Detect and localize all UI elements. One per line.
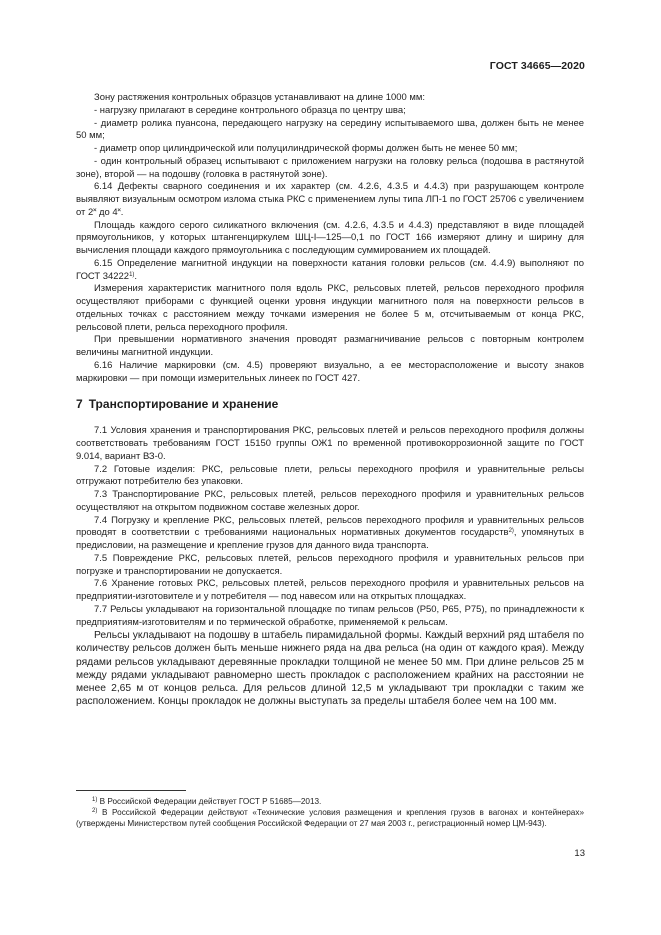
footnote-ref: 2) xyxy=(508,528,514,535)
clause-7-3: 7.3 Транспортирование РКС, рельсовых плетей, рельсов переходного профиля и уравнительных рельсов осуществляют на открытом подвижном составе железных дорог. xyxy=(76,489,584,513)
footnote xyxy=(76,807,584,829)
footnotes xyxy=(76,790,584,829)
list-item: - диаметр опор цилиндрической или полуцилиндрической формы должен быть не менее 50 мм; xyxy=(94,143,518,154)
section-heading xyxy=(76,397,584,412)
footnote-mark: 2) xyxy=(92,808,98,814)
paragraph: Зону растяжения контрольных образцов устанавливают на длине 1000 мм: xyxy=(94,92,426,103)
clause-7-6: 7.6 Хранение готовых РКС, рельсовых плетей, рельсов переходного профиля и уравнительных рельсов на предприятии-изготовителе и у потребителя — под навесом или на открытых площадках. xyxy=(76,578,584,602)
clause-7-1: 7.1 Условия хранения и транспортирования РКС, рельсовых плетей и рельсов переходного профиля должны соответствовать требованиям ГОСТ 15150 группы ОЖ1 по временной противокоррозионной защите по ГОСТ 9.014, вариант ВЗ-0. xyxy=(76,425,584,462)
clause-text: 6.15 Определение магнитной индукции на поверхности катания головки рельсов (см. 4.4.9) выполняют по ГОСТ 34222 xyxy=(76,257,584,282)
clause-6-14: 6.14 Дефекты сварного соединения и их характер (см. 4.2.6, 4.3.5 и 4.4.3) при разрушающем контроле выявляют визуальным осмотром излома стыка РКС с применением лупы типа ЛП-1 по ГОСТ 25706 с увеличением от 2˟ до 4˟. xyxy=(76,181,584,218)
clause-7-7: 7.7 Рельсы укладывают на горизонтальной площадке по типам рельсов (Р50, Р65, Р75), по принадлежности к предприятиям-изготовителям и по термической обработке, применяемой к рельсам. xyxy=(76,603,584,628)
main-text xyxy=(76,92,584,708)
clause-7-2: 7.2 Готовые изделия: РКС, рельсовые плети, рельсы переходного профиля и уравнительные рельсы отгружают потребителю без упаковки. xyxy=(76,463,584,488)
paragraph: При превышении нормативного значения проводят размагничивание рельсов с повторным контролем величины магнитной индукции. xyxy=(76,334,584,358)
paragraph: Измерения характеристик магнитного поля вдоль РКС, рельсовых плетей, рельсов переходного профиля осуществляют приборами с функцией оценки уровня индукции магнитного поля на поверхности рельсов в отдельных точках с расстоянием между точками измерения не более 5 м, отсчитываемым от конца РКС, рельсовой плети, рельса переходного профиля. xyxy=(76,283,584,333)
footnote-mark: 1) xyxy=(92,797,98,803)
section-number: 7 xyxy=(76,397,83,412)
footnote-ref: 1) xyxy=(129,271,135,278)
list-item: - диаметр ролика пуансона, передающего нагрузку на середину испытываемого шва, должен быть не менее 50 мм; xyxy=(76,117,584,142)
footnote-text: В Российской Федерации действует ГОСТ Р 51685—2013. xyxy=(99,797,322,806)
list-item: - нагрузку прилагают в середине контрольного образца по центру шва; xyxy=(94,104,406,116)
list-item: - один контрольный образец испытывают с приложением нагрузки на головку рельса (подошва в растянутой зоне), второй — на подошву (головка в растянутой зоне). xyxy=(76,155,584,180)
footnote xyxy=(76,796,584,807)
footnote-divider xyxy=(76,790,186,791)
paragraph: Рельсы укладывают на подошву в штабель пирамидальной формы. Каждый верхний ряд штабеля по количеству рельсов должен быть меньше нижнего ряда на два рельса (на один от каждого края). Между рядами рельсов укладывают деревянные прокладки толщиной не менее 50 мм. При длине рельсов 25 м между рядами укладывают равномерно шесть прокладок с расположением крайних на расстоянии не менее 2,65 м от концов рельса. Для рельсов длиной 12,5 м укладывают три прокладки с таким же расположением. Концы прокладок не должны выступать за пределы штабеля более чем на 100 мм. xyxy=(76,630,584,708)
footnote-text: В Российской Федерации действуют «Технические условия размещения и крепления грузов в вагонах и контейнерах» (утверждены Министерством путей сообщения Российской Федерации от 27 мая 2003 г., регистрационный номер ЦМ-943). xyxy=(76,808,584,828)
clause-6-15: 6.15 Определение магнитной индукции на поверхности катания головки рельсов (см. 4.4.9) выполняют по ГОСТ 34222$^{1)}$. xyxy=(76,257,584,282)
clause-6-16: 6.16 Наличие маркировки (см. 4.5) проверяют визуально, а ее месторасположение и высоту знаков маркировки — при помощи измерительных линеек по ГОСТ 427. xyxy=(76,359,584,384)
clause-7-5: 7.5 Повреждение РКС, рельсовых плетей, рельсов переходного профиля и уравнительных рельсов при погрузке и транспортировании не допускается. xyxy=(76,552,584,577)
document-code-header: ГОСТ 34665—2020 xyxy=(489,60,585,72)
clause-7-4 xyxy=(76,515,584,553)
clause-text: , упомянутых в предисловии, на размещение и крепление грузов для данного вида транспорта. xyxy=(76,527,585,551)
paragraph: Площадь каждого серого силикатного включения (см. 4.2.6, 4.3.5 и 4.4.3) представляют в виде площадей прямоугольников, у которых штангенциркулем ШЦ-I—125—0,1 по ГОСТ 166 измеряют длину и ширину для вычисления площади каждого прямоугольника с последующим суммированием их площадей. xyxy=(76,219,584,256)
clause-text: 7.4 Погрузку и крепление РКС, рельсовых плетей, рельсов переходного профиля и уравнительных рельсов проводят в соответствии с требованиями национальных нормативных документов государств xyxy=(76,514,584,539)
page-number: 13 xyxy=(574,848,585,859)
section-title: Транспортирование и хранение xyxy=(88,397,279,412)
